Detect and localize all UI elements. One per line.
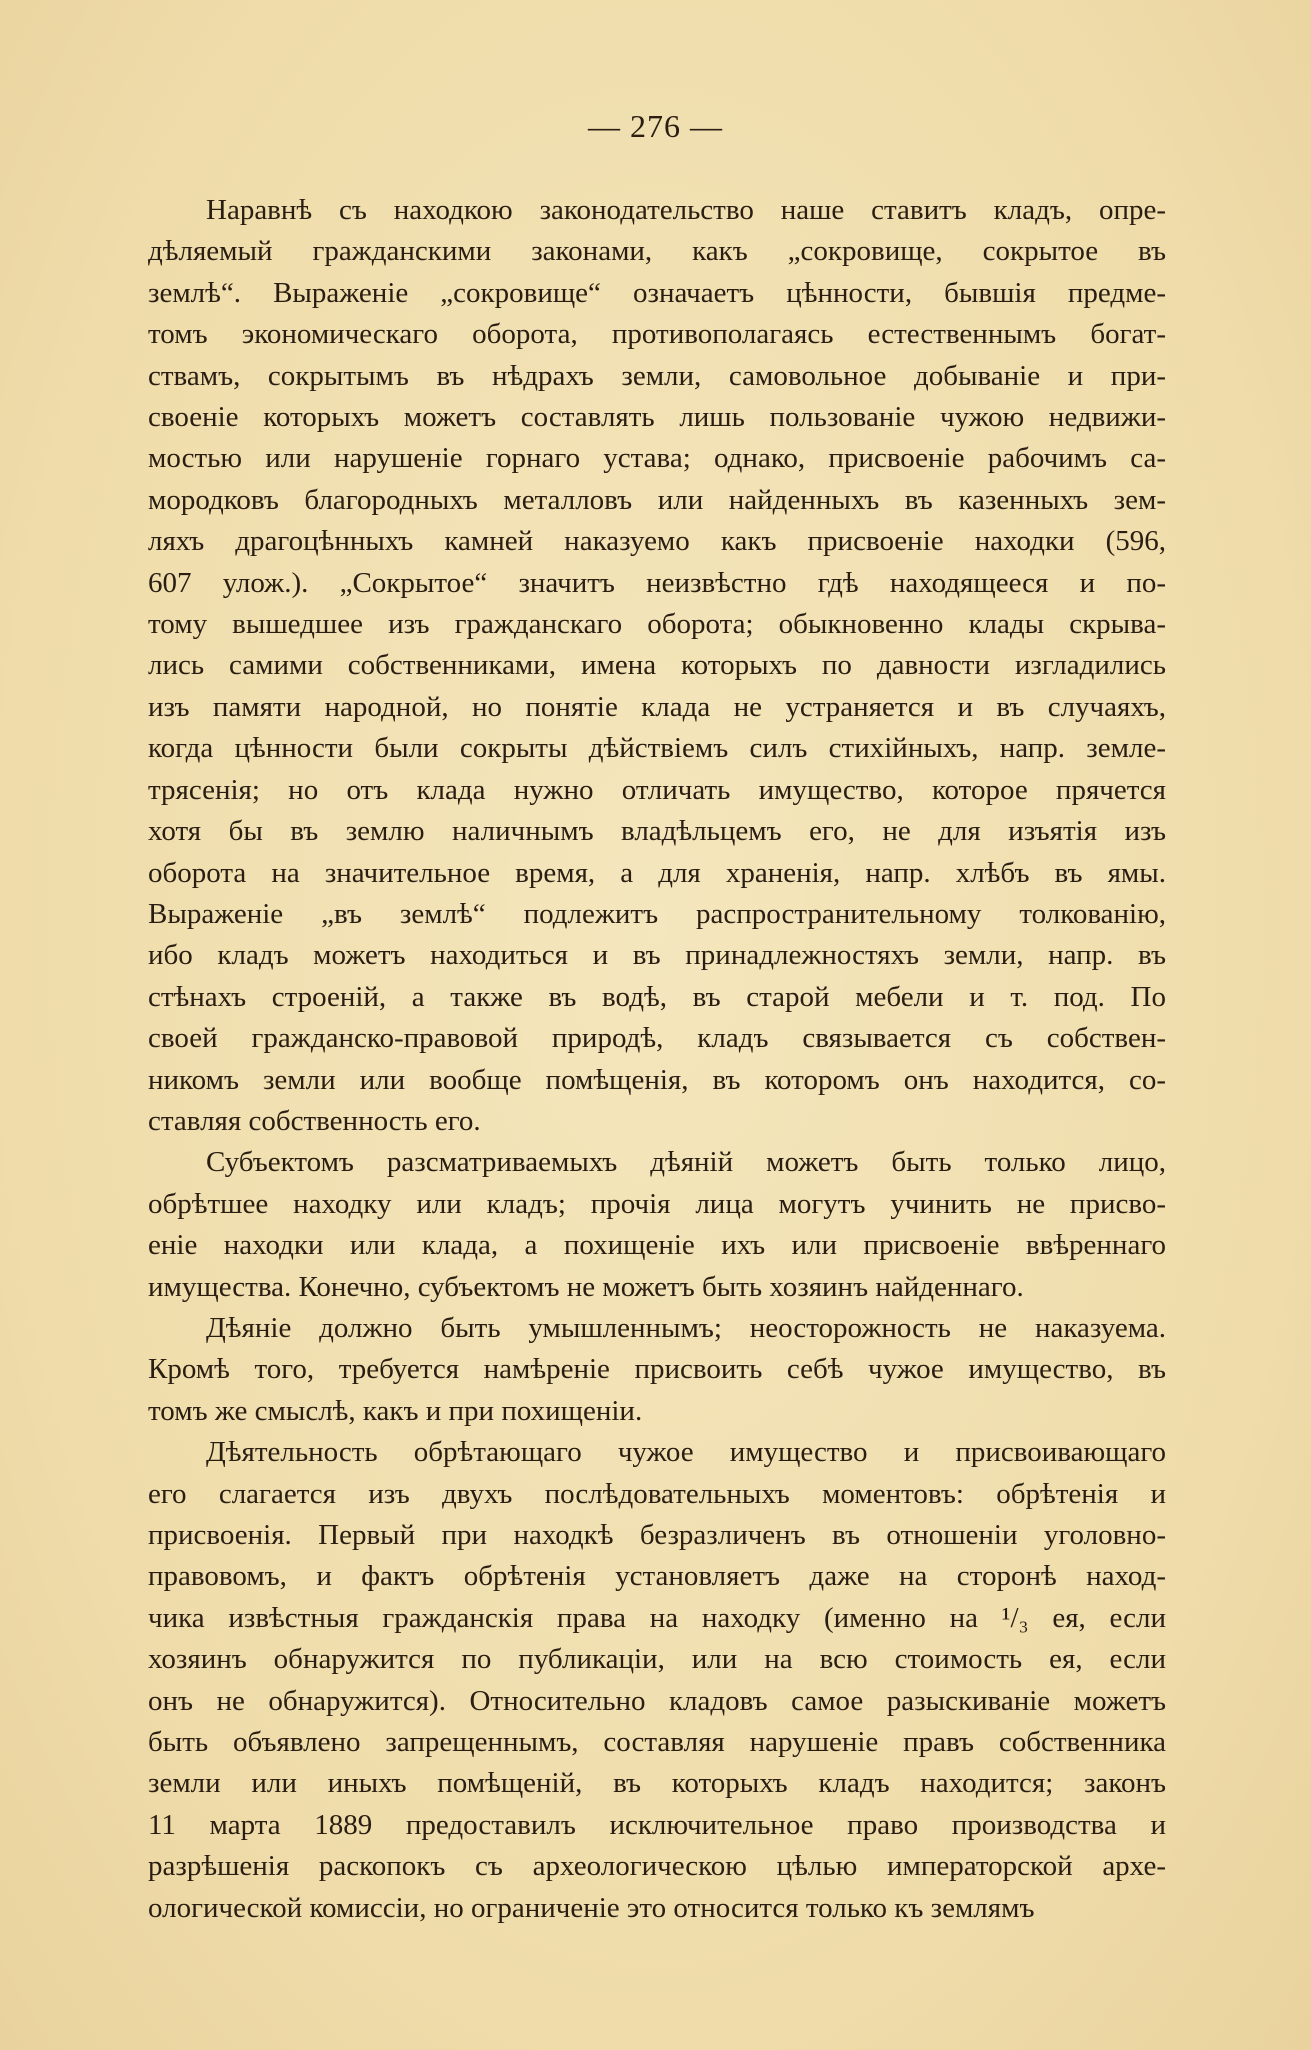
text-line: стѣнахъ строеній, а также въ водѣ, въ старой мебели и т. под. По <box>148 980 1166 1013</box>
text-line: Субъектомъ разсматриваемыхъ дѣяній можетъ быть только лицо, <box>206 1146 1166 1179</box>
text-line: присвоенія. Первый при находкѣ безразличенъ въ отношеніи уголовно- <box>148 1519 1166 1551</box>
text-line: лись самими собственниками, имена которыхъ по давности изгладились <box>148 649 1166 682</box>
text-line: его слагается изъ двухъ послѣдовательныхъ моментовъ: обрѣтенія и <box>148 1477 1166 1510</box>
text-line: разрѣшенія раскопокъ съ археологическою цѣлью императорской архе- <box>148 1850 1166 1883</box>
text-line: когда цѣнности были сокрыты дѣйствіемъ силъ стихійныхъ, напр. земле- <box>148 732 1166 765</box>
text-line: хотя бы въ землю наличнымъ владѣльцемъ его, не для изъятія изъ <box>148 815 1166 848</box>
text-line: своеніе которыхъ можетъ составлять лишь пользованіе чужою недвижи- <box>148 401 1166 434</box>
body-text <box>148 190 1166 1929</box>
text-line: 11 марта 1889 предоставилъ исключительное право производства и <box>148 1808 1166 1841</box>
paragraph <box>148 1432 1166 1929</box>
text-line: ибо кладъ можетъ находиться и въ принадлежностяхъ земли, напр. въ <box>148 939 1166 972</box>
text-line: онъ не обнаружится). Относительно кладовъ самое разыскиваніе можетъ <box>148 1684 1166 1717</box>
text-line: земли или иныхъ помѣщеній, въ которыхъ кладъ находится; законъ <box>148 1767 1166 1800</box>
text-line: хозяинъ обнаружится по публикаціи, или на всю стоимость ея, если <box>148 1643 1166 1676</box>
text-line: быть объявлено запрещеннымъ, составляя нарушеніе правъ собственника <box>148 1726 1166 1759</box>
text-line: еніе находки или клада, а похищеніе ихъ или присвоеніе ввѣреннаго <box>148 1229 1166 1262</box>
text-line: своей гражданско-правовой природѣ, кладъ связывается съ собствен- <box>148 1022 1166 1055</box>
text-line: дѣляемый гражданскими законами, какъ „сокровище, сокрытое въ <box>148 235 1166 268</box>
text-line: мостью или нарушеніе горнаго устава; однако, присвоеніе рабочимъ са- <box>148 442 1166 475</box>
text-line: ствамъ, сокрытымъ въ нѣдрахъ земли, самовольное добываніе и при- <box>148 359 1166 392</box>
paragraph <box>148 190 1166 1142</box>
text-line: томъ экономическаго оборота, противополагаясь естественнымъ богат- <box>148 318 1166 351</box>
text-line: 607 улож.). „Сокрытое“ значитъ неизвѣстно гдѣ находящееся и по- <box>148 566 1166 599</box>
text-line: изъ памяти народной, но понятіе клада не устраняется и въ случаяхъ, <box>148 690 1166 723</box>
text-line: обрѣтшее находку или кладъ; прочія лица могутъ учинить не присво- <box>148 1187 1166 1220</box>
text-line: ологической комиссіи, но ограниченіе это относится только къ землямъ <box>148 1891 1035 1924</box>
text-line: Выраженіе „въ землѣ“ подлежитъ распространительному толкованію, <box>148 897 1166 930</box>
text-line: трясенія; но отъ клада нужно отличать имущество, которое прячется <box>148 773 1166 806</box>
text-line: землѣ“. Выраженіе „сокровище“ означаетъ цѣнности, бывшія предме- <box>148 276 1166 309</box>
text-line: мородковъ благородныхъ металловъ или найденныхъ въ казенныхъ зем- <box>148 483 1166 516</box>
text-line: ставляя собственность его. <box>148 1104 481 1137</box>
text-line: Наравнѣ съ находкою законодательство наше ставитъ кладъ, опре- <box>206 194 1166 226</box>
text-line: правовомъ, и фактъ обрѣтенія установляетъ даже на сторонѣ наход- <box>148 1560 1166 1593</box>
text-line: тому вышедшее изъ гражданскаго оборота; обыкновенно клады скрыва- <box>148 608 1166 641</box>
page-number: — 276 — <box>588 108 723 144</box>
text-line: Дѣяніе должно быть умышленнымъ; неосторожность не наказуема. <box>206 1311 1166 1344</box>
text-line: ляхъ драгоцѣнныхъ камней наказуемо какъ присвоеніе находки (596, <box>148 525 1166 558</box>
text-line: оборота на значительное время, а для храненія, напр. хлѣбъ въ ямы. <box>148 856 1166 889</box>
text-line: имущества. Конечно, субъектомъ не можетъ быть хозяинъ найденнаго. <box>148 1270 1024 1303</box>
paragraph <box>148 1308 1166 1432</box>
paragraph <box>148 1142 1166 1308</box>
text-line: Дѣятельность обрѣтающаго чужое имущество и присвоивающаго <box>206 1436 1166 1469</box>
text-line: чика извѣстныя гражданскія права на находку (именно на ¹/₃ ея, если <box>148 1601 1166 1634</box>
text-line: Кромѣ того, требуется намѣреніе присвоить себѣ чужое имущество, въ <box>148 1353 1166 1386</box>
text-line: никомъ земли или вообще помѣщенія, въ которомъ онъ находится, со- <box>148 1063 1166 1096</box>
text-line: томъ же смыслѣ, какъ и при похищеніи. <box>148 1394 643 1427</box>
